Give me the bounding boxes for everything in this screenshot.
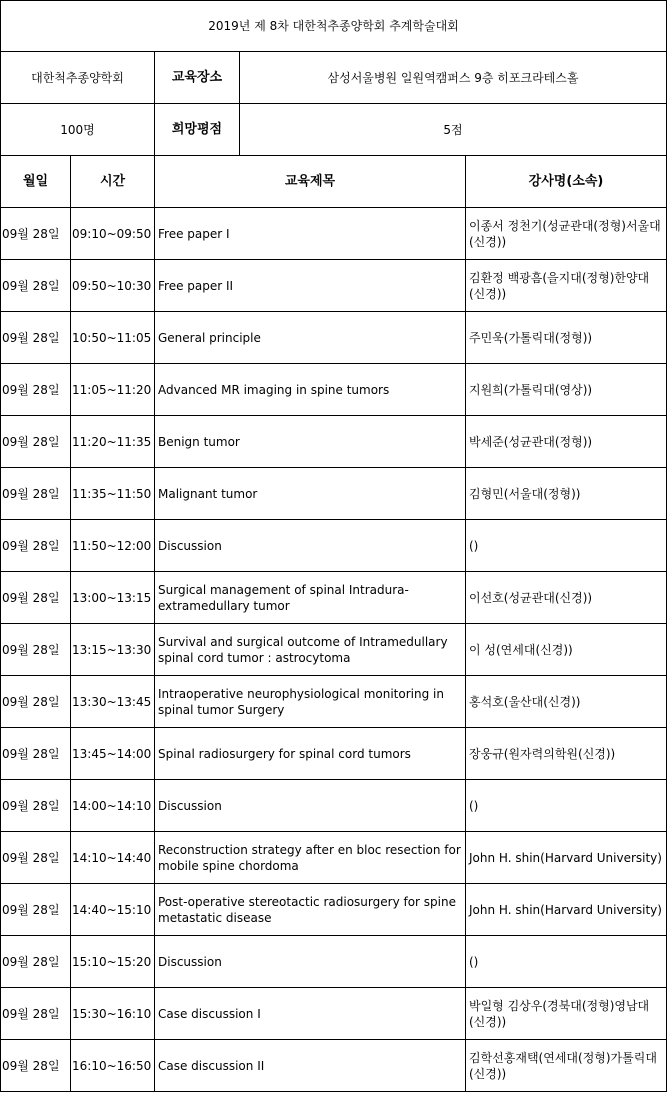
credits: 5점	[240, 104, 667, 156]
session-date: 09월 28일	[1, 728, 71, 780]
session-topic: Surgical management of spinal Intradura-extramedullary tumor	[155, 572, 466, 624]
session-speaker: ()	[466, 936, 667, 988]
session-topic: Free paper II	[155, 260, 466, 312]
session-topic: Post-operative stereotactic radiosurgery for spine metastatic disease	[155, 884, 466, 936]
table-row	[1, 468, 667, 520]
session-time: 15:30~16:10	[71, 988, 155, 1040]
header-topic: 교육제목	[155, 156, 466, 208]
session-time: 09:10~09:50	[71, 208, 155, 260]
session-time: 11:05~11:20	[71, 364, 155, 416]
capacity-row	[1, 104, 667, 156]
table-row	[1, 988, 667, 1040]
session-time: 14:10~14:40	[71, 832, 155, 884]
session-date: 09월 28일	[1, 676, 71, 728]
session-speaker: 이종서 정천기(성균관대(정형)서울대(신경))	[466, 208, 667, 260]
session-date: 09월 28일	[1, 208, 71, 260]
session-speaker: John H. shin(Harvard University)	[466, 832, 667, 884]
venue: 삼성서울병원 일원역캠퍼스 9층 히포크라테스홀	[240, 52, 667, 104]
header-time: 시간	[71, 156, 155, 208]
session-date: 09월 28일	[1, 1040, 71, 1092]
table-row	[1, 1040, 667, 1092]
session-speaker: 지원희(가톨릭대(영상))	[466, 364, 667, 416]
table-row	[1, 624, 667, 676]
session-speaker: 주민욱(가톨릭대(정형))	[466, 312, 667, 364]
session-time: 15:10~15:20	[71, 936, 155, 988]
session-time: 13:30~13:45	[71, 676, 155, 728]
session-speaker: John H. shin(Harvard University)	[466, 884, 667, 936]
table-row	[1, 416, 667, 468]
session-speaker: 김형민(서울대(정형))	[466, 468, 667, 520]
session-speaker: ()	[466, 520, 667, 572]
session-topic: Case discussion I	[155, 988, 466, 1040]
session-time: 13:45~14:00	[71, 728, 155, 780]
session-date: 09월 28일	[1, 416, 71, 468]
table-row	[1, 520, 667, 572]
session-topic: Benign tumor	[155, 416, 466, 468]
session-topic: Intraoperative neurophysiological monitoring in spinal tumor Surgery	[155, 676, 466, 728]
table-row	[1, 780, 667, 832]
title-row	[1, 1, 667, 52]
session-speaker: 이 성(연세대(신경))	[466, 624, 667, 676]
header-speaker: 강사명(소속)	[466, 156, 667, 208]
session-time: 11:35~11:50	[71, 468, 155, 520]
session-date: 09월 28일	[1, 572, 71, 624]
session-time: 10:50~11:05	[71, 312, 155, 364]
session-time: 11:20~11:35	[71, 416, 155, 468]
session-time: 13:15~13:30	[71, 624, 155, 676]
session-speaker: 홍석호(울산대(신경))	[466, 676, 667, 728]
session-speaker: 김환정 백광흠(을지대(정형)한양대(신경))	[466, 260, 667, 312]
table-row	[1, 260, 667, 312]
session-date: 09월 28일	[1, 884, 71, 936]
table-row	[1, 312, 667, 364]
table-row	[1, 832, 667, 884]
session-time: 14:00~14:10	[71, 780, 155, 832]
capacity: 100명	[1, 104, 155, 156]
session-speaker: 박일형 김상우(경북대(정형)영남대(신경))	[466, 988, 667, 1040]
session-topic: Discussion	[155, 936, 466, 988]
table-row	[1, 884, 667, 936]
session-topic: Malignant tumor	[155, 468, 466, 520]
session-time: 11:50~12:00	[71, 520, 155, 572]
session-date: 09월 28일	[1, 260, 71, 312]
session-speaker: 장웅규(원자력의학원(신경))	[466, 728, 667, 780]
venue-label: 교육장소	[155, 52, 240, 104]
event-title: 2019년 제 8차 대한척추종양학회 추계학술대회	[1, 1, 667, 52]
session-date: 09월 28일	[1, 780, 71, 832]
credit-label: 희망평점	[155, 104, 240, 156]
session-topic: Advanced MR imaging in spine tumors	[155, 364, 466, 416]
session-time: 09:50~10:30	[71, 260, 155, 312]
table-row	[1, 676, 667, 728]
session-topic: Reconstruction strategy after en bloc resection for mobile spine chordoma	[155, 832, 466, 884]
session-topic: Spinal radiosurgery for spinal cord tumors	[155, 728, 466, 780]
session-topic: Survival and surgical outcome of Intramedullary spinal cord tumor : astrocytoma	[155, 624, 466, 676]
session-topic: General principle	[155, 312, 466, 364]
session-date: 09월 28일	[1, 988, 71, 1040]
session-date: 09월 28일	[1, 832, 71, 884]
session-date: 09월 28일	[1, 364, 71, 416]
table-row	[1, 208, 667, 260]
table-row	[1, 364, 667, 416]
session-speaker: 이선호(성균관대(신경))	[466, 572, 667, 624]
session-speaker: 김학선홍재택(연세대(정형)가톨릭대(신경))	[466, 1040, 667, 1092]
table-row	[1, 936, 667, 988]
organizer: 대한척추종양학회	[1, 52, 155, 104]
session-date: 09월 28일	[1, 520, 71, 572]
session-speaker: 박세준(성균관대(정형))	[466, 416, 667, 468]
session-speaker: ()	[466, 780, 667, 832]
table-row	[1, 572, 667, 624]
session-date: 09월 28일	[1, 468, 71, 520]
session-topic: Free paper I	[155, 208, 466, 260]
session-time: 16:10~16:50	[71, 1040, 155, 1092]
session-date: 09월 28일	[1, 312, 71, 364]
session-topic: Discussion	[155, 520, 466, 572]
session-date: 09월 28일	[1, 624, 71, 676]
session-topic: Case discussion II	[155, 1040, 466, 1092]
session-time: 13:00~13:15	[71, 572, 155, 624]
header-row	[1, 156, 667, 208]
header-date: 월일	[1, 156, 71, 208]
session-date: 09월 28일	[1, 936, 71, 988]
table-row	[1, 728, 667, 780]
session-time: 14:40~15:10	[71, 884, 155, 936]
session-topic: Discussion	[155, 780, 466, 832]
venue-row	[1, 52, 667, 104]
